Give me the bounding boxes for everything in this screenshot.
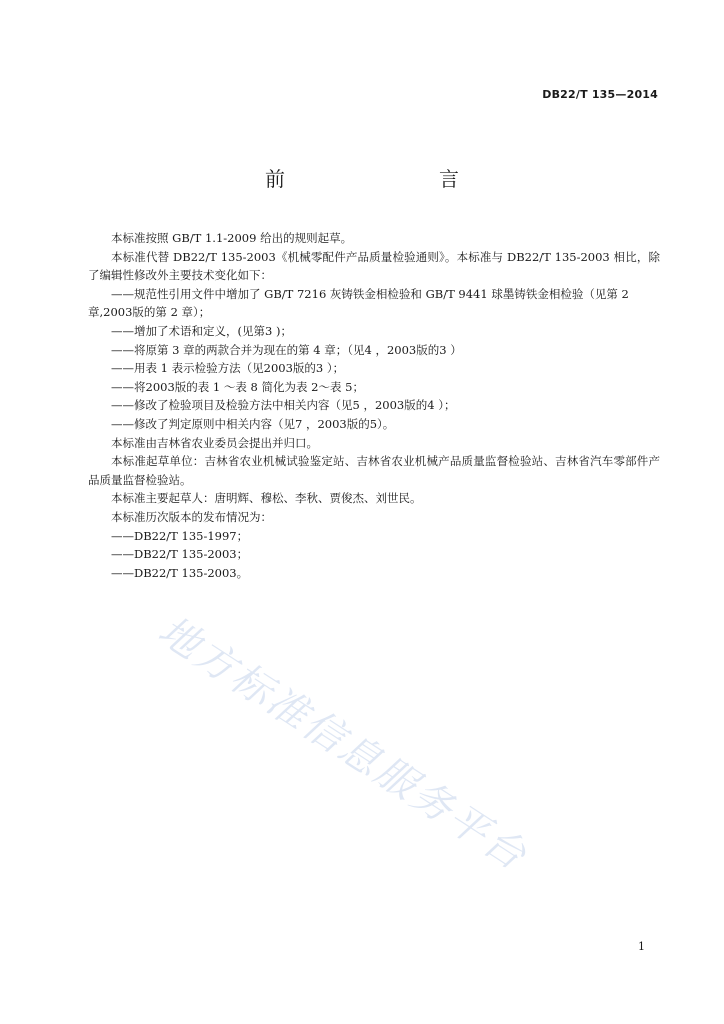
change-item: ——增加了术语和定义，(见第3 )； bbox=[111, 323, 292, 338]
page-title: 前 言 bbox=[265, 167, 497, 191]
paragraph-replacement: 本标准代替 DB22/T 135-2003《机械零配件产品质量检验通则》。本标准与 DB22/T 135-2003 相比，除了编辑性修改外主要技术变化如下： bbox=[88, 249, 660, 283]
change-item: ——修改了判定原则中相关内容（见7 ，2003版的5）。 bbox=[111, 416, 395, 431]
paragraph-drafters: 本标准主要起草人：唐明辉、穆松、李秋、贾俊杰、刘世民。 bbox=[111, 491, 422, 506]
change-item: ——修改了检验项目及检验方法中相关内容（见5 ，2003版的4 ）； bbox=[111, 398, 456, 413]
paragraph-history: 本标准历次版本的发布情况为： bbox=[111, 509, 272, 524]
history-item: ——DB22/T 135-1997； bbox=[111, 528, 249, 543]
paragraph-proposer: 本标准由吉林省农业委员会提出并归口。 bbox=[111, 435, 318, 450]
history-item: ——DB22/T 135-2003； bbox=[111, 547, 249, 562]
change-item: ——将2003版的表 1 ～表 8 简化为表 2～表 5； bbox=[111, 379, 364, 394]
document-code: DB22/T 135—2014 bbox=[542, 88, 658, 101]
change-item: ——用表 1 表示检验方法（见2003版的3 ）； bbox=[111, 361, 345, 376]
page-number: 1 bbox=[638, 940, 645, 953]
change-item: ——规范性引用文件中增加了 GB/T 7216 灰铸铁金相检验和 GB/T 9441 球墨铸铁金相检验（见第 2 章,2003版的第 2 章）； bbox=[88, 286, 629, 320]
foreword-body bbox=[88, 229, 660, 582]
paragraph-drafting-rules: 本标准按照 GB/T 1.1-2009 给出的规则起草。 bbox=[111, 231, 353, 245]
paragraph-drafting-units: 本标准起草单位：吉林省农业机械试验鉴定站、吉林省农业机械产品质量监督检验站、吉林省汽车零部件产品质量监督检验站。 bbox=[88, 454, 660, 487]
watermark-text: 地方标准信息服务平台 bbox=[150, 607, 536, 881]
history-item: ——DB22/T 135-2003。 bbox=[111, 565, 249, 580]
change-item: ——将原第 3 章的两款合并为现在的第 4 章；（见4 ，2003版的3 ） bbox=[111, 342, 462, 357]
